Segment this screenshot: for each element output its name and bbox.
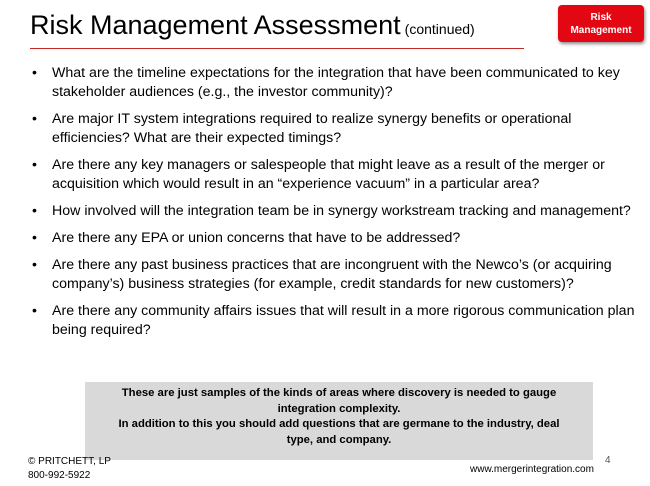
footer-copyright: © PRITCHETT, LP xyxy=(28,456,111,467)
list-item xyxy=(30,229,642,248)
note-line: These are just samples of the kinds of areas where discovery is needed to gauge xyxy=(121,387,557,399)
title-text: Risk Management Assessment xyxy=(30,10,401,40)
bullet-glyph: • xyxy=(32,230,37,246)
question-list xyxy=(30,64,642,348)
list-item xyxy=(30,156,642,194)
risk-management-badge xyxy=(558,5,644,42)
bullet-glyph: • xyxy=(32,157,37,173)
question-text: Are major IT system integrations required to realize synergy benefits or operational efficiencies? What are their expected timings? xyxy=(52,111,572,146)
title-underline xyxy=(30,48,524,49)
bullet-glyph: • xyxy=(32,257,37,273)
slide-title xyxy=(30,8,475,46)
list-item xyxy=(30,110,642,148)
bullet-glyph: • xyxy=(32,111,37,127)
list-item xyxy=(30,64,642,102)
question-text: What are the timeline expectations for the integration that have been communicated to key stakeholder audiences (e.g., the investor community)? xyxy=(52,65,620,100)
footer-website: www.mergerintegration.com xyxy=(470,464,594,475)
badge-line-2: Management xyxy=(570,24,632,36)
question-text: How involved will the integration team be in synergy workstream tracking and management? xyxy=(52,203,631,219)
list-item xyxy=(30,256,642,294)
question-text: Are there any community affairs issues that will result in a more rigorous communication plan being required? xyxy=(52,303,635,338)
note-line: type, and company. xyxy=(286,433,392,446)
badge-line-1: Risk xyxy=(590,11,612,23)
question-text: Are there any key managers or salespeople that might leave as a result of the merger or acquisition which would result in an “experience vacuum” in a particular area? xyxy=(52,157,605,192)
list-item xyxy=(30,202,642,221)
list-item xyxy=(30,302,642,340)
note-line: integration complexity. xyxy=(277,402,401,415)
note-line: In addition to this you should add questions that are germane to the industry, deal xyxy=(118,418,560,430)
bullet-glyph: • xyxy=(32,65,37,81)
bullet-glyph: • xyxy=(32,303,37,319)
question-text: Are there any past business practices that are incongruent with the Newco’s (or acquiring company’s) business strategies (for example, credit standards for new customers)? xyxy=(52,257,612,292)
bullet-glyph: • xyxy=(32,203,37,219)
callout-note xyxy=(85,382,593,460)
page-number: 4 xyxy=(605,455,611,466)
footer-phone: 800-992-5922 xyxy=(28,470,91,481)
question-text: Are there any EPA or union concerns that have to be addressed? xyxy=(52,230,461,246)
title-subtitle: (continued) xyxy=(404,21,475,37)
